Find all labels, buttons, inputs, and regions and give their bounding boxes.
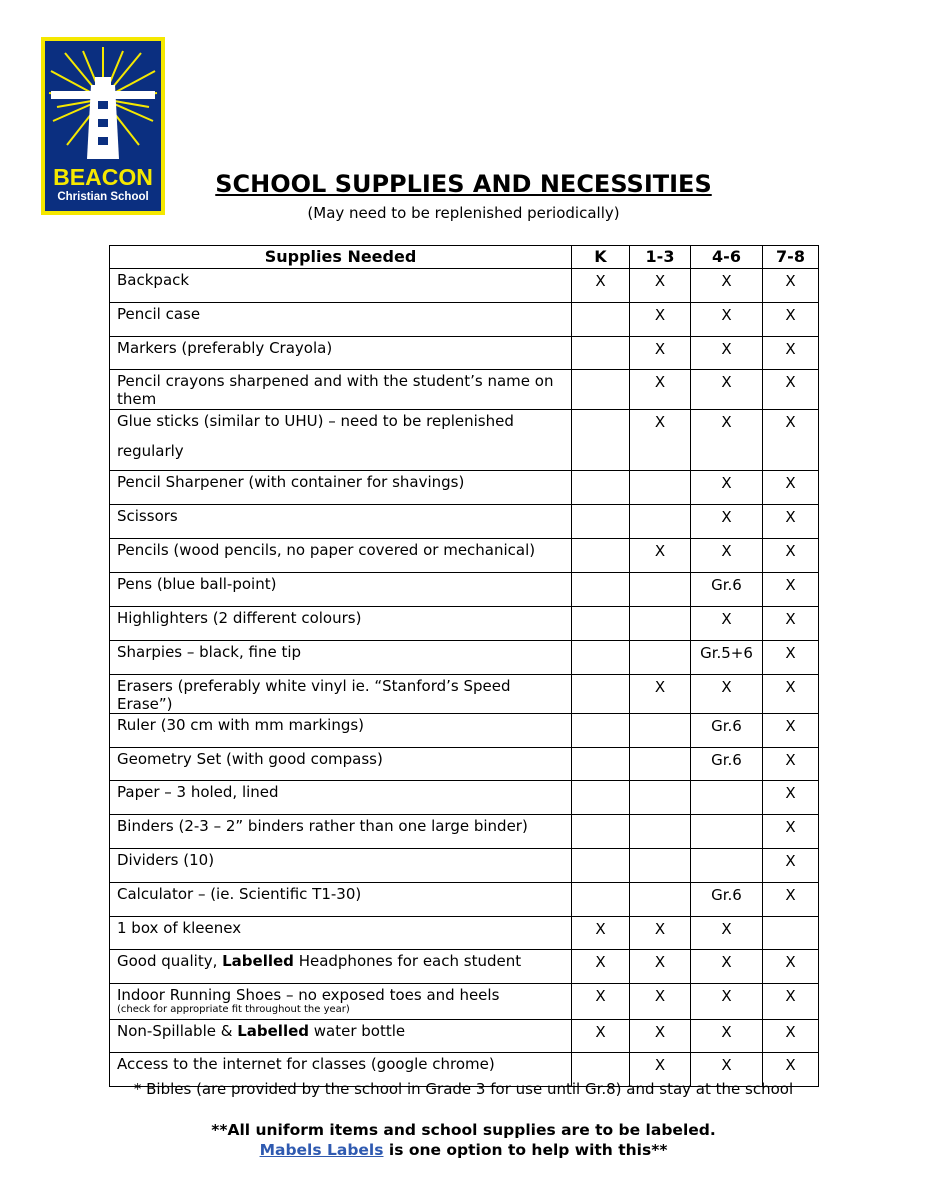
g46-cell	[691, 815, 763, 849]
k-cell: X	[572, 917, 630, 950]
k-cell	[572, 573, 630, 607]
table-row	[110, 641, 819, 675]
g78-cell: X	[763, 950, 819, 984]
g46-cell: X	[691, 675, 763, 714]
table-row	[110, 748, 819, 781]
item-cell	[110, 410, 572, 471]
g78-cell: X	[763, 815, 819, 849]
item-text: Indoor Running Shoes – no exposed toes and heels	[117, 986, 500, 1004]
item-text-pre: Good quality,	[117, 952, 223, 970]
g46-cell: X	[691, 410, 763, 471]
item-cell: Erasers (preferably white vinyl ie. “Stanford’s Speed Erase”)	[110, 675, 572, 714]
g46-cell: Gr.6	[691, 748, 763, 781]
g46-cell: X	[691, 337, 763, 370]
k-cell	[572, 539, 630, 573]
g13-cell: X	[630, 917, 691, 950]
g46-cell: Gr.6	[691, 714, 763, 748]
g13-cell: X	[630, 1020, 691, 1053]
table-row	[110, 883, 819, 917]
g78-cell: X	[763, 984, 819, 1020]
item-cell: Pencil Sharpener (with container for shavings)	[110, 471, 572, 505]
k-cell	[572, 883, 630, 917]
g78-cell: X	[763, 269, 819, 303]
g78-cell: X	[763, 883, 819, 917]
g78-cell: X	[763, 505, 819, 539]
g13-cell	[630, 505, 691, 539]
table-row	[110, 505, 819, 539]
item-cell: Calculator – (ie. Scientific T1-30)	[110, 883, 572, 917]
item-text: Glue sticks (similar to UHU) – need to be replenished	[117, 412, 514, 430]
labeling-notice: **All uniform items and school supplies are to be labeled.	[211, 1121, 716, 1139]
k-cell	[572, 675, 630, 714]
g78-cell: X	[763, 748, 819, 781]
g46-cell: Gr.6	[691, 883, 763, 917]
g13-cell	[630, 883, 691, 917]
k-cell	[572, 337, 630, 370]
item-cell: Backpack	[110, 269, 572, 303]
g78-cell: X	[763, 410, 819, 471]
g78-cell: X	[763, 607, 819, 641]
item-cell: Pencils (wood pencils, no paper covered or mechanical)	[110, 539, 572, 573]
g46-cell: X	[691, 1053, 763, 1087]
item-cell: 1 box of kleenex	[110, 917, 572, 950]
k-cell	[572, 410, 630, 471]
g13-cell	[630, 815, 691, 849]
item-cell: Paper – 3 holed, lined	[110, 781, 572, 815]
g13-cell	[630, 714, 691, 748]
item-text-post: water bottle	[309, 1022, 406, 1040]
logo-text-christian-school: Christian School	[57, 191, 149, 203]
g13-cell	[630, 607, 691, 641]
g46-cell	[691, 781, 763, 815]
item-cell: Geometry Set (with good compass)	[110, 748, 572, 781]
g46-cell: Gr.5+6	[691, 641, 763, 675]
table-row	[110, 917, 819, 950]
g46-cell	[691, 849, 763, 883]
g78-cell: X	[763, 1053, 819, 1087]
table-row	[110, 370, 819, 410]
g78-cell: X	[763, 675, 819, 714]
item-cell	[110, 1020, 572, 1053]
g78-cell: X	[763, 573, 819, 607]
item-text-post: Headphones for each student	[293, 952, 522, 970]
g46-cell: X	[691, 505, 763, 539]
g46-cell: X	[691, 917, 763, 950]
g13-cell	[630, 471, 691, 505]
k-cell	[572, 781, 630, 815]
k-cell: X	[572, 984, 630, 1020]
table-row	[110, 1020, 819, 1053]
table-row	[110, 815, 819, 849]
table-row	[110, 675, 819, 714]
table-row	[110, 781, 819, 815]
supplies-table	[109, 245, 819, 1087]
item-cell: Markers (preferably Crayola)	[110, 337, 572, 370]
k-cell	[572, 714, 630, 748]
g46-cell: X	[691, 984, 763, 1020]
g46-cell: X	[691, 269, 763, 303]
table-row	[110, 849, 819, 883]
header-1-3: 1-3	[630, 246, 691, 269]
g46-cell: X	[691, 303, 763, 337]
g13-cell: X	[630, 410, 691, 471]
g78-cell: X	[763, 714, 819, 748]
logo-text-beacon: BEACON	[53, 164, 153, 190]
table-row	[110, 303, 819, 337]
item-cell	[110, 984, 572, 1020]
g78-cell: X	[763, 303, 819, 337]
g13-cell: X	[630, 269, 691, 303]
k-cell	[572, 370, 630, 410]
item-cell: Scissors	[110, 505, 572, 539]
table-row	[110, 950, 819, 984]
g13-cell	[630, 573, 691, 607]
g46-cell: X	[691, 471, 763, 505]
g46-cell: Gr.6	[691, 573, 763, 607]
item-subnote: (check for appropriate fit throughout the year)	[117, 1004, 350, 1015]
k-cell: X	[572, 269, 630, 303]
item-cell: Dividers (10)	[110, 849, 572, 883]
header-4-6: 4-6	[691, 246, 763, 269]
g13-cell	[630, 641, 691, 675]
g78-cell: X	[763, 849, 819, 883]
g78-cell: X	[763, 337, 819, 370]
item-text-bold: Labelled	[237, 1022, 310, 1040]
g78-cell: X	[763, 641, 819, 675]
k-cell: X	[572, 1020, 630, 1053]
item-cell: Pencil crayons sharpened and with the student’s name on them	[110, 370, 572, 410]
g78-cell: X	[763, 781, 819, 815]
g46-cell: X	[691, 370, 763, 410]
k-cell	[572, 849, 630, 883]
g13-cell: X	[630, 950, 691, 984]
g46-cell: X	[691, 950, 763, 984]
g13-cell	[630, 748, 691, 781]
k-cell	[572, 641, 630, 675]
table-row	[110, 573, 819, 607]
table-body	[110, 269, 819, 1087]
item-cell	[110, 950, 572, 984]
table-row	[110, 984, 819, 1020]
g13-cell: X	[630, 1053, 691, 1087]
item-cell: Sharpies – black, fine tip	[110, 641, 572, 675]
g78-cell: X	[763, 539, 819, 573]
table-row	[110, 337, 819, 370]
g13-cell: X	[630, 675, 691, 714]
g46-cell: X	[691, 607, 763, 641]
k-cell	[572, 505, 630, 539]
g13-cell: X	[630, 337, 691, 370]
g13-cell: X	[630, 303, 691, 337]
labeling-notice-link-line	[0, 1141, 927, 1159]
g13-cell: X	[630, 370, 691, 410]
k-cell	[572, 748, 630, 781]
item-cell: Access to the internet for classes (google chrome)	[110, 1053, 572, 1087]
page-title-text: SCHOOL SUPPLIES AND NECESSITIES	[215, 170, 712, 198]
table-row	[110, 714, 819, 748]
g78-cell: X	[763, 1020, 819, 1053]
table-row	[110, 539, 819, 573]
g13-cell	[630, 849, 691, 883]
page-subtitle: (May need to be replenished periodically)	[307, 204, 620, 222]
table-row	[110, 607, 819, 641]
g78-cell	[763, 917, 819, 950]
g13-cell	[630, 781, 691, 815]
g46-cell: X	[691, 539, 763, 573]
table-row	[110, 410, 819, 471]
item-cell: Ruler (30 cm with mm markings)	[110, 714, 572, 748]
g46-cell: X	[691, 1020, 763, 1053]
item-cell: Highlighters (2 different colours)	[110, 607, 572, 641]
k-cell: X	[572, 950, 630, 984]
item-text-pre: Non-Spillable &	[117, 1022, 238, 1040]
page-title	[0, 170, 927, 198]
table-row	[110, 269, 819, 303]
k-cell	[572, 607, 630, 641]
item-cell: Binders (2-3 – 2” binders rather than one large binder)	[110, 815, 572, 849]
g78-cell: X	[763, 370, 819, 410]
item-cell: Pens (blue ball-point)	[110, 573, 572, 607]
table-row	[110, 471, 819, 505]
k-cell	[572, 303, 630, 337]
item-text-bold: Labelled	[222, 952, 294, 970]
mabels-labels-link[interactable]: Mabels Labels	[259, 1141, 384, 1159]
k-cell	[572, 471, 630, 505]
g13-cell: X	[630, 984, 691, 1020]
item-text-continued: regularly	[117, 442, 184, 460]
header-7-8: 7-8	[763, 246, 819, 269]
table-header-row	[110, 246, 819, 269]
g13-cell: X	[630, 539, 691, 573]
header-supplies: Supplies Needed	[110, 246, 572, 269]
labeling-notice-tail: is one option to help with this**	[383, 1141, 668, 1159]
g78-cell: X	[763, 471, 819, 505]
item-cell: Pencil case	[110, 303, 572, 337]
header-k: K	[572, 246, 630, 269]
k-cell	[572, 815, 630, 849]
bibles-note: * Bibles (are provided by the school in Grade 3 for use until Gr.8) and stay at the school	[133, 1080, 794, 1098]
